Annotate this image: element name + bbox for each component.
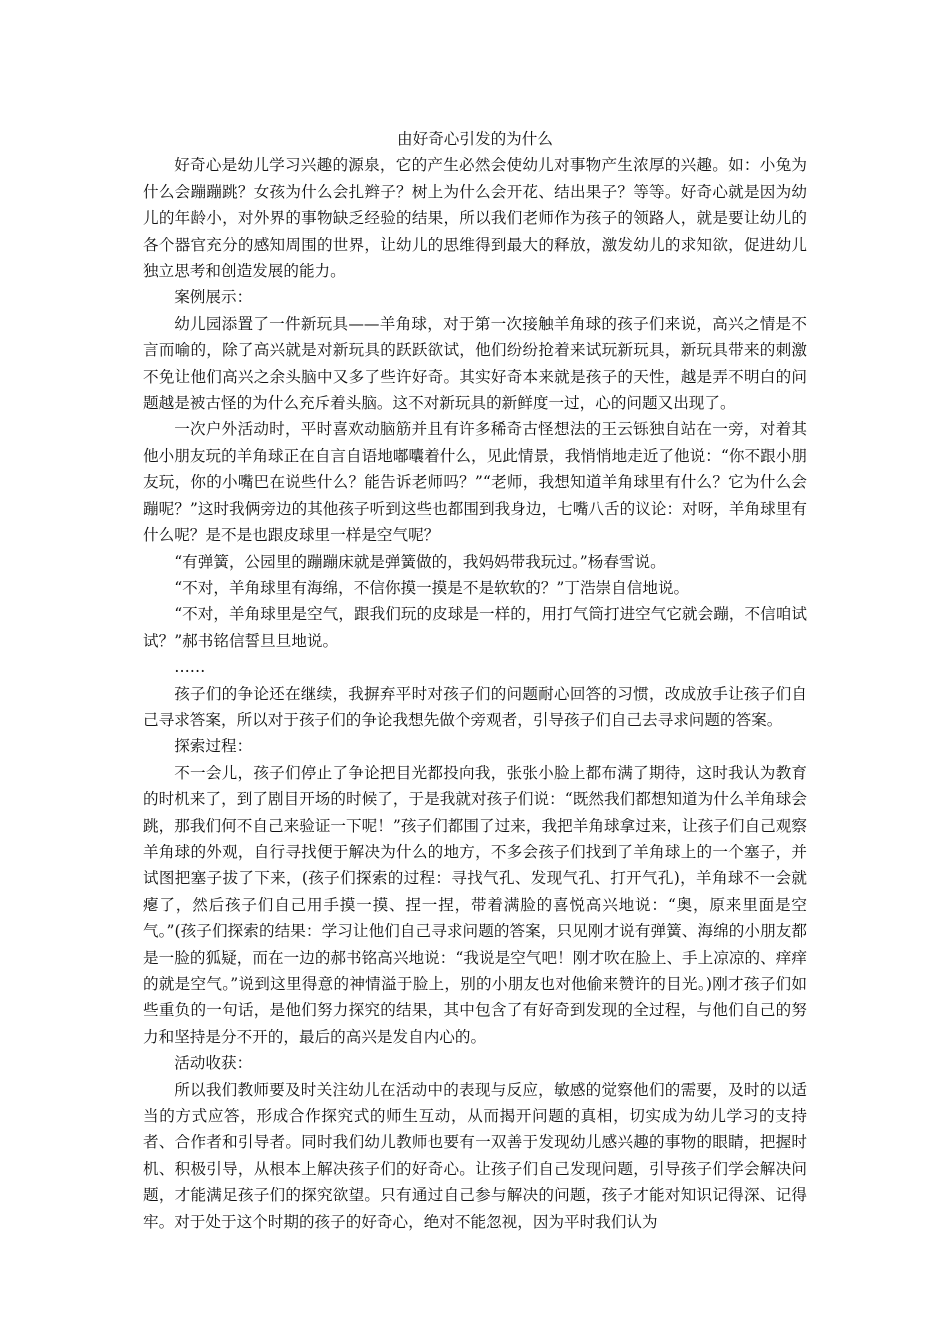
document-title: 由好奇心引发的为什么 [397,130,553,148]
quote-paragraph-1: “有弹簧，公园里的蹦蹦床就是弹簧做的，我妈妈带我玩过。”杨春雪说。 [174,552,666,571]
case-paragraph-1: 幼儿园添置了一件新玩具——羊角球，对于第一次接触羊角球的孩子们来说，高兴之情是不言而喻的，除了高兴就是对新玩具的跃跃欲试，他们纷纷抢着来试玩新玩具，新玩具带来的刺激不免让他们高兴之余头脑中又多了些许好奇。其实好奇本来就是孩子的天性，越是弄不明白的问题越是被古怪的为什么充斥着头脑。这不对新玩具的新鲜度一过，心的问题又出现了。 [143,314,807,413]
section-heading-case: 案例展示： [174,288,253,307]
document-page [143,126,807,1235]
quote-paragraph-3: “不对，羊角球里是空气，跟我们玩的皮球是一样的，用打气筒打进空气它就会蹦，不信咱试试？”郝书铭信誓旦旦地说。 [143,605,807,650]
section-heading-gains: 活动收获： [174,1054,253,1073]
quote-paragraph-2: “不对，羊角球里有海绵，不信你摸一摸是不是软软的？”丁浩崇自信地说。 [174,578,690,597]
section-heading-exploration: 探索过程： [174,737,253,756]
case-paragraph-3: 孩子们的争论还在继续，我摒弃平时对孩子们的问题耐心回答的习惯，改成放手让孩子们自己寻求答案，所以对于孩子们的争论我想先做个旁观者，引导孩子们自己去寻求问题的答案。 [143,684,807,729]
gains-paragraph: 所以我们教师要及时关注幼儿在活动中的表现与反应，敏感的觉察他们的需要，及时的以适当的方式应答，形成合作探究式的师生互动，从而揭开问题的真相，切实成为幼儿学习的支持者、合作者和引导者。同时我们幼儿教师也要有一双善于发现幼儿感兴趣的事物的眼睛，把握时机、积极引导，从根本上解决孩子们的好奇心。让孩子们自己发现问题，引导孩子们学会解决问题，才能满足孩子们的探究欲望。只有通过自己参与解决的问题，孩子才能对知识记得深、记得牢。对于处于这个时期的孩子的好奇心，绝对不能忽视，因为平时我们认为 [143,1080,807,1231]
exploration-paragraph: 不一会儿，孩子们停止了争论把目光都投向我，张张小脸上都布满了期待，这时我认为教育的时机来了，到了剧目开场的时候了，于是我就对孩子们说：“既然我们都想知道为什么羊角球会跳，那我们何不自己来验证一下呢！”孩子们都围了过来，我把羊角球拿过来，让孩子们自己观察羊角球的外观，自行寻找便于解决为什么的地方，不多会孩子们找到了羊角球上的一个塞子，并试图把塞子拔了下来，(孩子们探索的过程：寻找气孔、发现气孔、打开气孔)，羊角球不一会就瘪了，然后孩子们自己用手摸一摸、捏一捏，带着满脸的喜悦高兴地说：“奥，原来里面是空气。”(孩子们探索的结果：学习让他们自己寻求问题的答案，只见刚才说有弹簧、海绵的小朋友都是一脸的狐疑，而在一边的郝书铭高兴地说：“我说是空气吧！刚才吹在脸上、手上凉凉的、痒痒的就是空气。”说到这里得意的神情溢于脸上，别的小朋友也对他偷来赞许的目光。)刚才孩子们如些重负的一句话，是他们努力探究的结果，其中包含了有好奇到发现的全过程，与他们自己的努力和坚持是分不开的，最后的高兴是发自内心的。 [143,763,807,1046]
ellipsis-line: …… [174,658,206,677]
case-paragraph-2: 一次户外活动时，平时喜欢动脑筋并且有许多稀奇古怪想法的王云铄独自站在一旁，对着其他小朋友玩的羊角球正在自言自语地嘟囔着什么，见此情景，我悄悄地走近了他说：“你不跟小朋友玩，你的小嘴巴在说些什么？能告诉老师吗？”“老师，我想知道羊角球里有什么？它为什么会蹦呢？”这时我俩旁边的其他孩子听到这些也都围到我身边，七嘴八舌的议论：对呀，羊角球里有什么呢？是不是也跟皮球里一样是空气呢？ [143,420,807,545]
intro-paragraph: 好奇心是幼儿学习兴趣的源泉，它的产生必然会使幼儿对事物产生浓厚的兴趣。如：小兔为什么会蹦蹦跳？女孩为什么会扎辫子？树上为什么会开花、结出果子？等等。好奇心就是因为幼儿的年龄小，对外界的事物缺乏经验的结果，所以我们老师作为孩子的领路人，就是要让幼儿的各个器官充分的感知周围的世界，让幼儿的思维得到最大的释放，激发幼儿的求知欲，促进幼儿独立思考和创造发展的能力。 [143,156,807,281]
